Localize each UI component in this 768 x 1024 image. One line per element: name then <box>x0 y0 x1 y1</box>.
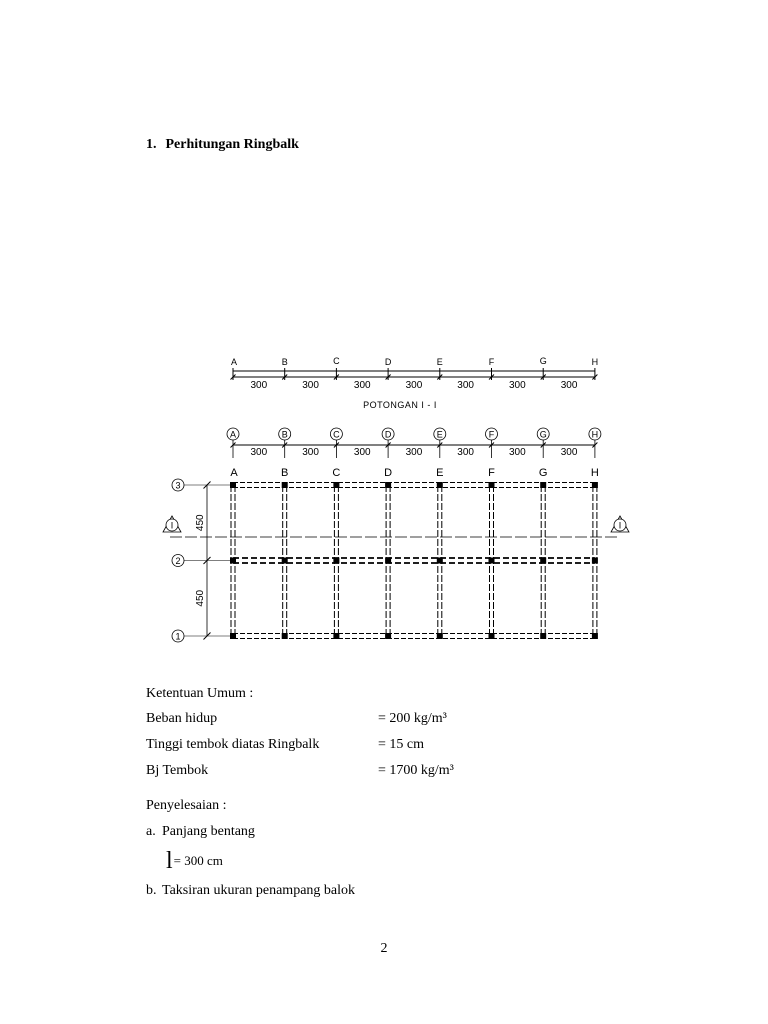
ketentuan-label: Tinggi tembok diatas Ringbalk <box>146 737 320 752</box>
column-marker <box>540 633 546 639</box>
section-grid-label: F <box>488 357 495 367</box>
section-marker-label: I <box>618 520 622 531</box>
grid-bubble-label: D <box>384 429 392 440</box>
plan-span-label: 300 <box>405 447 423 458</box>
plan-grid-label: G <box>538 467 548 479</box>
page-number: 2 <box>380 941 388 956</box>
plan-grid-label: F <box>488 467 495 479</box>
plan-grid-label: E <box>436 467 444 479</box>
section-grid-label: C <box>333 356 340 366</box>
grid-bubble-label: H <box>591 429 599 440</box>
section-grid-label: G <box>539 356 547 366</box>
plan-span-label: 300 <box>250 447 268 458</box>
formula-symbol: l <box>166 848 173 874</box>
column-marker <box>489 633 495 639</box>
grid-bubble-label: G <box>539 429 547 440</box>
column-marker <box>592 558 598 564</box>
section-span-label: 300 <box>405 380 423 391</box>
column-marker <box>333 482 339 488</box>
section-grid-label: E <box>436 357 443 367</box>
plan-span-label: 300 <box>353 447 371 458</box>
item-a <box>146 824 255 840</box>
ketentuan-label: Bj Tembok <box>146 763 209 778</box>
column-marker <box>540 482 546 488</box>
column-marker <box>437 482 443 488</box>
column-marker <box>333 633 339 639</box>
grid-number-label: 2 <box>175 556 181 566</box>
plan-view <box>163 428 629 642</box>
heading-number: 1. <box>146 137 157 152</box>
section-grid-label: D <box>384 357 392 367</box>
column-marker <box>385 633 391 639</box>
grid-number-label: 1 <box>175 631 181 642</box>
section-span-label: 300 <box>250 380 268 391</box>
ketentuan-label: Beban hidup <box>146 711 218 726</box>
section-grid-label: A <box>230 357 238 367</box>
plan-grid-label: C <box>332 467 341 479</box>
penyelesaian-title: Penyelesaian : <box>146 798 227 813</box>
section-span-label: 300 <box>353 380 371 391</box>
column-marker <box>282 633 288 639</box>
formula-value: = 300 cm <box>173 853 223 868</box>
column-marker <box>385 558 391 564</box>
plan-span-label: 300 <box>509 447 526 458</box>
plan-grid-label: B <box>281 467 289 479</box>
item-b <box>146 883 355 899</box>
column-marker <box>592 482 598 488</box>
section-span-label: 300 <box>457 380 474 391</box>
column-marker <box>489 482 495 488</box>
column-marker <box>333 558 339 564</box>
column-marker <box>385 482 391 488</box>
column-marker <box>540 558 546 564</box>
column-marker <box>489 558 495 564</box>
plan-span-label: 300 <box>302 447 319 458</box>
grid-bubble-label: B <box>281 429 288 440</box>
span-formula <box>166 848 223 875</box>
ketentuan-value: = 200 kg/m³ <box>378 711 447 726</box>
column-marker <box>282 482 288 488</box>
plan-span-label: 300 <box>560 447 578 458</box>
plan-grid-label: H <box>590 467 599 479</box>
heading-title: Perhitungan Ringbalk <box>165 137 299 152</box>
item-a-text: Panjang bentang <box>162 824 255 839</box>
vertical-span-label: 450 <box>195 514 206 532</box>
vertical-span-label: 450 <box>195 589 206 607</box>
column-marker <box>437 633 443 639</box>
section-span-label: 300 <box>509 380 526 391</box>
plan-span-label: 300 <box>457 447 474 458</box>
grid-number-label: 3 <box>175 480 181 491</box>
ketentuan-title: Ketentuan Umum : <box>146 686 254 701</box>
ketentuan-value: = 15 cm <box>378 737 424 752</box>
item-a-marker: a. <box>146 824 156 839</box>
column-marker <box>437 558 443 564</box>
section-span-label: 300 <box>560 380 578 391</box>
column-marker <box>592 633 598 639</box>
section-grid-label: B <box>281 357 288 367</box>
item-b-marker: b. <box>146 883 157 898</box>
grid-bubble-label: E <box>436 429 443 440</box>
section-grid-label: H <box>591 357 599 367</box>
grid-bubble-label: A <box>229 429 237 440</box>
column-marker <box>282 558 288 564</box>
item-b-text: Taksiran ukuran penampang balok <box>162 883 356 898</box>
section-view <box>231 356 599 410</box>
plan-grid-label: D <box>384 467 393 479</box>
section-caption: POTONGAN I - I <box>363 400 437 410</box>
grid-bubble-label: C <box>333 429 340 440</box>
section-span-label: 300 <box>302 380 319 391</box>
ketentuan-value: = 1700 kg/m³ <box>378 763 454 778</box>
section-marker-label: I <box>170 520 174 531</box>
plan-grid-label: A <box>230 467 238 479</box>
grid-bubble-label: F <box>488 429 495 440</box>
